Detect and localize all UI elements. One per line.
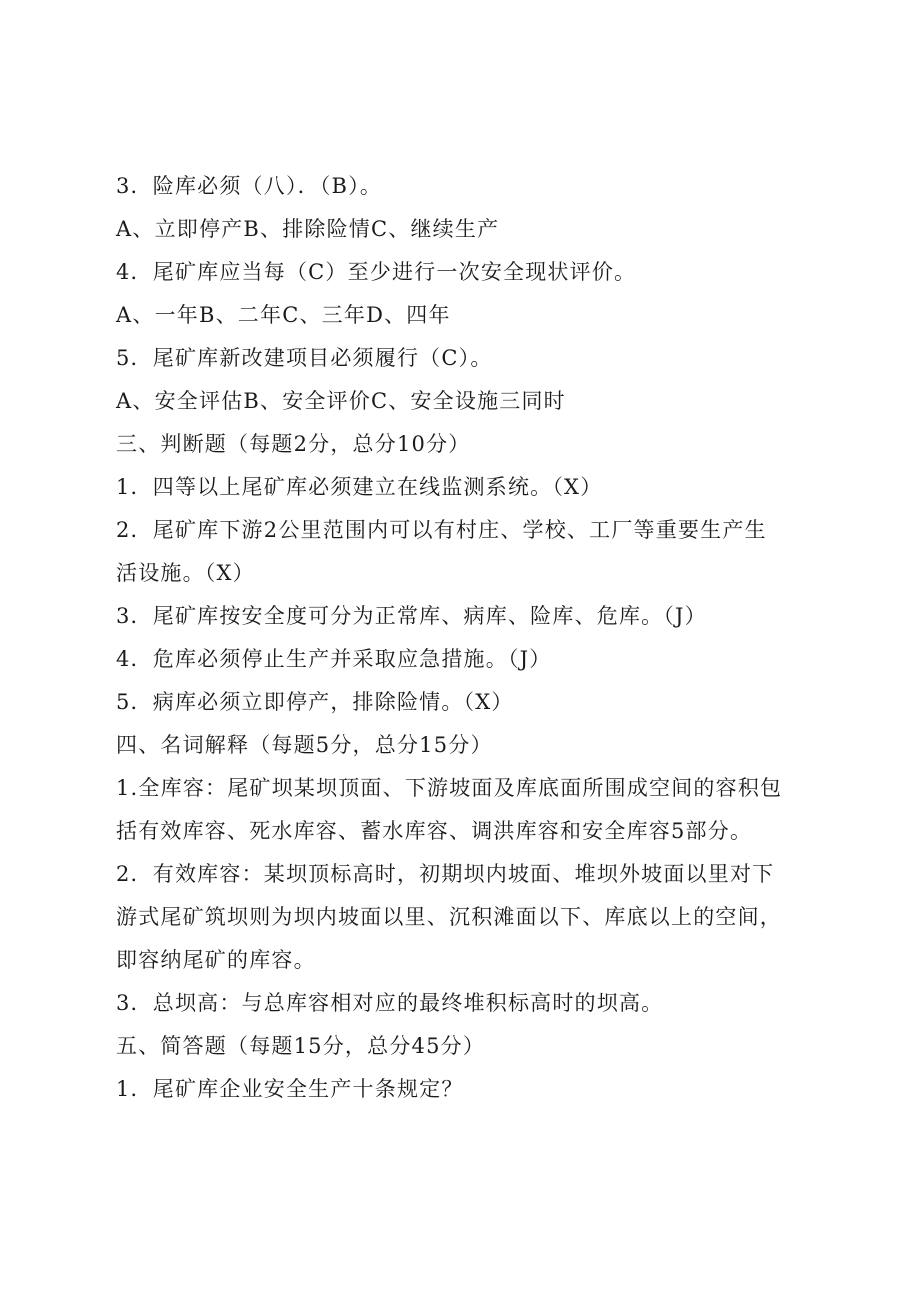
short-answer-1: 1．尾矿库企业安全生产十条规定？ — [116, 1077, 464, 1101]
section-heading-short-answer: 五、简答题（每题15分，总分45分） — [116, 1034, 486, 1058]
definition-3: 3．总坝高：与总库容相对应的最终堆积标高时的坝高。 — [116, 991, 664, 1015]
definition-2: 2．有效库容：某坝顶标高时，初期坝内坡面、堆坝外坡面以里对下 — [116, 862, 775, 886]
question-5-options: A、安全评估B、安全评价C、安全设施三同时 — [116, 389, 566, 413]
section-heading-definitions: 四、名词解释（每题5分，总分15分） — [116, 733, 493, 757]
definition-1-continued: 括有效库容、死水库容、蓄水库容、调洪库容和安全库容5部分。 — [116, 819, 753, 843]
question-4-options: A、一年B、二年C、三年D、四年 — [116, 303, 451, 327]
document-body — [116, 165, 816, 1111]
question-5: 5．尾矿库新改建项目必须履行（C）。 — [116, 346, 493, 370]
true-false-3: 3．尾矿库按安全度可分为正常库、病库、险库、危库。（J） — [116, 604, 707, 628]
definition-1: 1.全库容：尾矿坝某坝顶面、下游坡面及库底面所围成空间的容积包 — [116, 776, 783, 800]
true-false-4: 4．危库必须停止生产并采取应急措施。（J） — [116, 647, 552, 671]
true-false-2: 2．尾矿库下游2公里范围内可以有村庄、学校、工厂等重要生产生 — [116, 518, 767, 542]
definition-2-continued-2: 即容纳尾矿的库容。 — [116, 948, 316, 972]
true-false-5: 5．病库必须立即停产，排除险情。（X） — [116, 690, 514, 714]
definition-2-continued: 游式尾矿筑坝则为坝内坡面以里、沉积滩面以下、库底以上的空间， — [116, 905, 782, 929]
true-false-1: 1．四等以上尾矿库必须建立在线监测系统。（X） — [116, 475, 603, 499]
section-heading-true-false: 三、判断题（每题2分，总分10分） — [116, 432, 471, 456]
question-3-options: A、立即停产B、排除险情C、继续生产 — [116, 217, 500, 241]
question-4: 4．尾矿库应当每（C）至少进行一次安全现状评价。 — [116, 260, 637, 284]
true-false-2-continued: 活设施。（X） — [116, 561, 255, 585]
question-3: 3．险库必须（八）．（B）。 — [116, 174, 383, 198]
